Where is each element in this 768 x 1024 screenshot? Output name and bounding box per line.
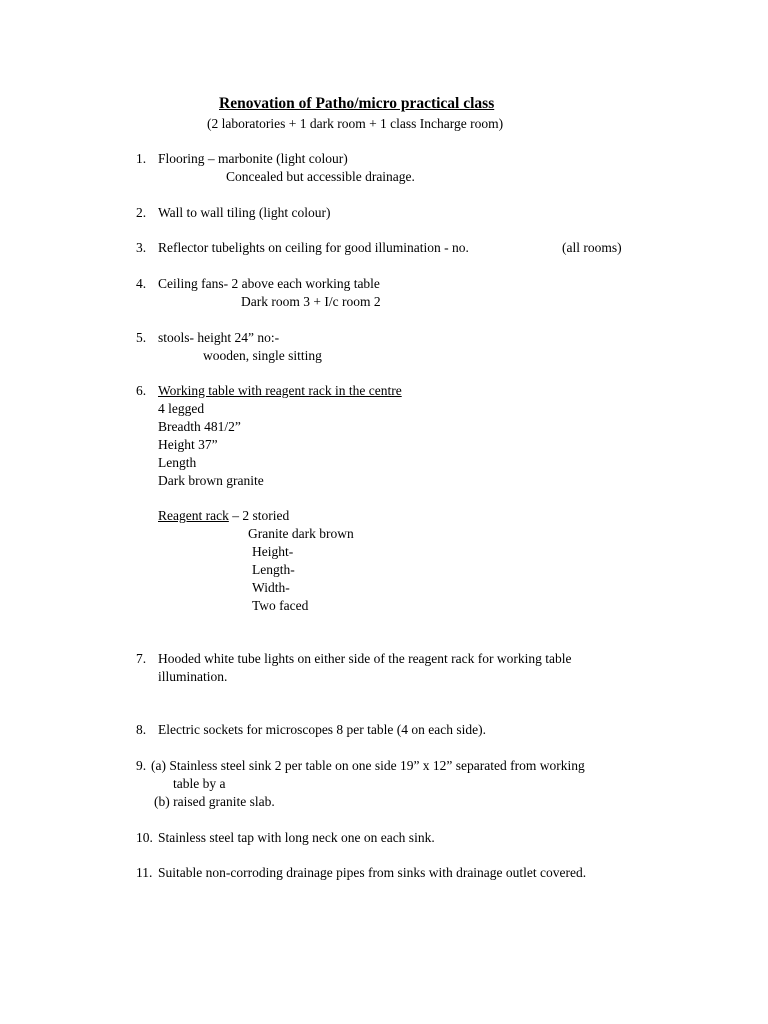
item-text: Reflector tubelights on ceiling for good illumination - no.: [158, 240, 469, 255]
item-number: 3.: [136, 240, 147, 255]
item-text: Stainless steel tap with long neck one on each sink.: [158, 830, 435, 845]
item-text: Electric sockets for microscopes 8 per table (4 on each side).: [158, 722, 486, 737]
item-number: 5.: [136, 330, 147, 345]
item-text: Flooring – marbonite (light colour): [158, 151, 348, 166]
item-number: 10.: [136, 830, 153, 845]
rack-spec: Granite dark brown: [248, 526, 354, 541]
item-subtext: Dark room 3 + I/c room 2: [241, 294, 381, 309]
item-text: stools- height 24” no:-: [158, 330, 280, 345]
table-spec: Breadth 481/2”: [158, 419, 241, 434]
document-subtitle: (2 laboratories + 1 dark room + 1 class Incharge room): [207, 116, 504, 131]
rack-spec: Height-: [252, 544, 294, 559]
reagent-rack-label: Reagent rack: [158, 508, 229, 523]
item-continuation: illumination.: [158, 669, 228, 684]
item-number: 2.: [136, 205, 147, 220]
item-continuation: table by a: [173, 776, 226, 791]
item-text: (a) Stainless steel sink 2 per table on one side 19” x 12” separated from working: [151, 758, 585, 773]
item-text: Wall to wall tiling (light colour): [158, 205, 331, 220]
item-number: 11.: [136, 865, 153, 880]
rack-spec: Length-: [252, 562, 295, 577]
item-text: Ceiling fans- 2 above each working table: [158, 276, 380, 291]
rack-spec: Width-: [252, 580, 290, 595]
item-subtext: wooden, single sitting: [203, 348, 322, 363]
item-number: 7.: [136, 651, 147, 666]
item-text: Suitable non-corroding drainage pipes from sinks with drainage outlet covered.: [158, 865, 587, 880]
table-spec: Length: [158, 455, 197, 470]
table-spec: Dark brown granite: [158, 473, 264, 488]
item-subpoint: (b) raised granite slab.: [154, 794, 275, 809]
item-number: 9.: [136, 758, 147, 773]
item-text: Working table with reagent rack in the centre: [158, 383, 402, 398]
document-title: Renovation of Patho/micro practical class: [219, 95, 495, 112]
item-note: (all rooms): [562, 240, 622, 255]
item-number: 6.: [136, 383, 147, 398]
table-spec: Height 37”: [158, 437, 218, 452]
item-subtext: Concealed but accessible drainage.: [226, 169, 415, 184]
item-text: Hooded white tube lights on either side of the reagent rack for working table: [158, 651, 572, 666]
reagent-rack-text: – 2 storied: [228, 508, 290, 523]
rack-spec: Two faced: [252, 598, 309, 613]
item-number: 1.: [136, 151, 147, 166]
item-number: 8.: [136, 722, 147, 737]
item-number: 4.: [136, 276, 147, 291]
reagent-rack-line: [158, 507, 289, 525]
table-spec: 4 legged: [158, 401, 205, 416]
